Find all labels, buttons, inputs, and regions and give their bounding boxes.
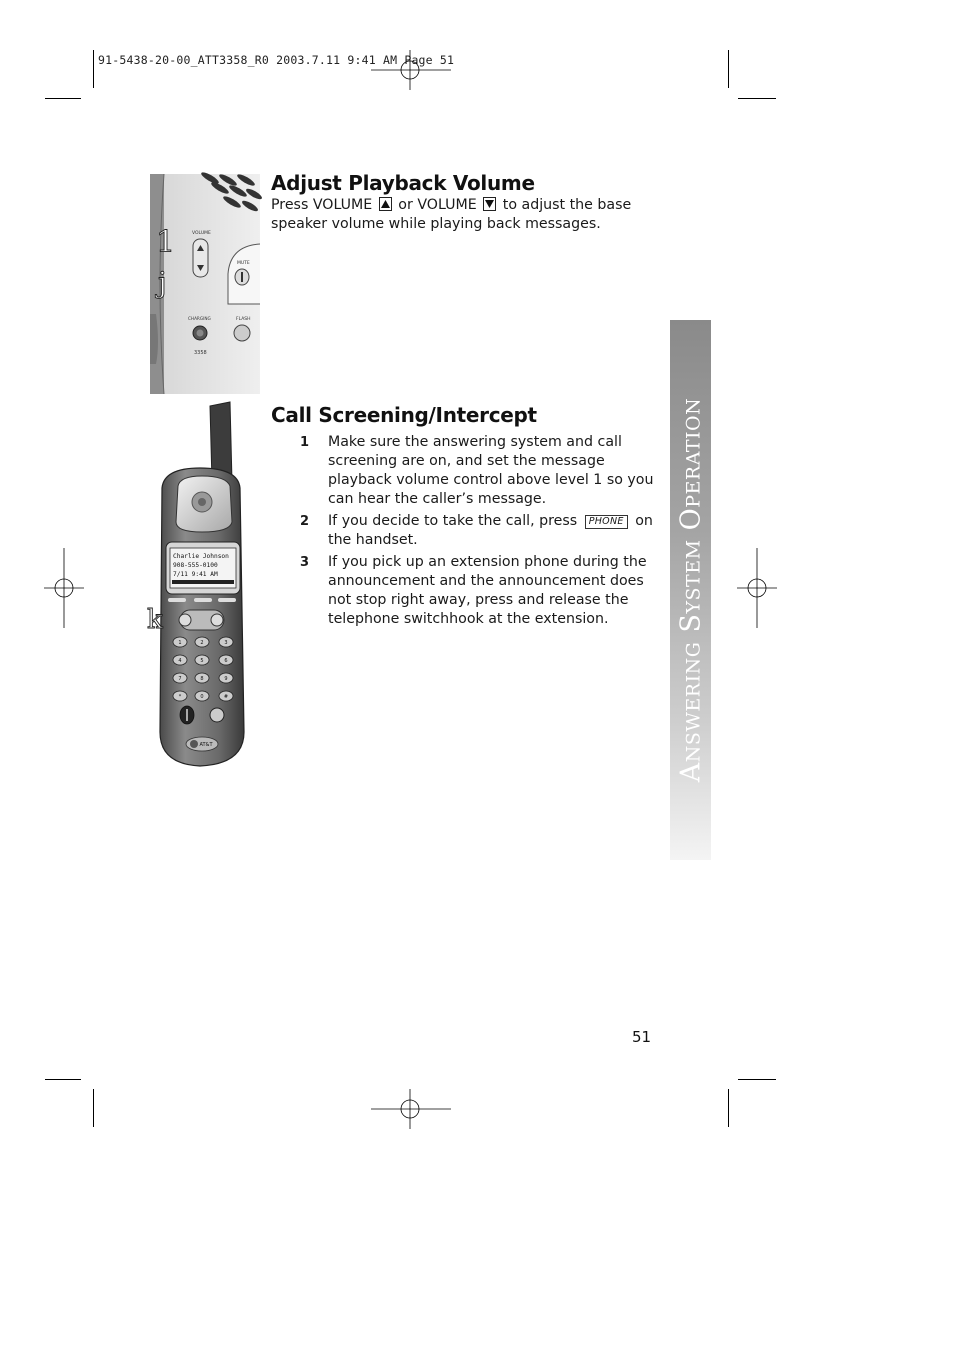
side-tab xyxy=(670,320,711,860)
display-line-3: 7/11 9:41 AM xyxy=(173,571,218,578)
registration-mark-bottom xyxy=(371,1089,451,1129)
step-text: If you pick up an extension phone during the announcement and the announcement does not stop right away, press and release the telephone switchhook at the extension. xyxy=(328,554,647,627)
step-text: Make sure the answering system and call screening are on, and set the message playback volume control above level 1 so you can hear the caller’s message. xyxy=(328,434,654,507)
crop-mark xyxy=(93,50,94,88)
display-line-2: 908-555-0100 xyxy=(173,562,218,569)
crop-mark xyxy=(45,98,81,99)
registration-mark-right xyxy=(737,548,777,628)
section-adjust-volume xyxy=(271,171,656,234)
volume-instructions xyxy=(271,196,656,234)
charging-label: CHARGING xyxy=(188,316,211,321)
up-arrow-icon xyxy=(381,200,390,208)
crop-mark xyxy=(738,1079,776,1080)
phone-key: PHONE xyxy=(585,515,628,529)
key-1: 1 xyxy=(178,640,182,646)
step-number: 3 xyxy=(300,555,310,570)
list-item xyxy=(271,433,656,509)
callout-j: j xyxy=(158,266,167,299)
base-unit-illustration xyxy=(150,174,260,394)
volume-text-2: or VOLUME xyxy=(398,197,477,213)
brand-logo: AT&T xyxy=(199,742,213,748)
handset-illustration xyxy=(147,402,250,768)
mute-label: MUTE xyxy=(237,261,250,266)
key-2: 2 xyxy=(200,640,204,646)
key-hash: # xyxy=(223,694,229,700)
key-7: 7 xyxy=(178,676,182,682)
key-star: * xyxy=(178,694,182,700)
screening-steps xyxy=(271,433,656,629)
volume-text-3: to adjust the base speaker volume while playing back messages. xyxy=(271,197,632,232)
page-number: 51 xyxy=(632,1028,652,1046)
list-item xyxy=(271,553,656,629)
crop-mark xyxy=(728,1089,729,1127)
step-number: 1 xyxy=(300,435,310,450)
heading-call-screening: Call Screening/Intercept xyxy=(271,403,537,427)
side-tab-title: Answering System Operation xyxy=(675,397,706,783)
registration-mark-left xyxy=(44,548,84,628)
crop-mark xyxy=(728,50,729,88)
section-call-screening xyxy=(271,403,656,632)
model-label: 3358 xyxy=(194,350,207,356)
crop-mark xyxy=(45,1079,81,1080)
key-9: 9 xyxy=(224,676,228,682)
registration-mark-top xyxy=(371,50,451,90)
crop-mark xyxy=(93,1089,94,1127)
key-5: 5 xyxy=(200,658,204,664)
callout-1: 1 xyxy=(156,225,176,260)
display-line-1: Charlie Johnson xyxy=(173,553,229,560)
step-number: 2 xyxy=(300,514,310,529)
step-text-before: If you decide to take the call, press xyxy=(328,513,578,529)
volume-label: VOLUME xyxy=(192,231,211,236)
key-4: 4 xyxy=(178,658,182,664)
heading-adjust-volume: Adjust Playback Volume xyxy=(271,171,535,195)
print-slug: 91-5438-20-00_ATT3358_R0 2003.7.11 9:41 AM Page 51 xyxy=(98,53,455,67)
volume-up-key xyxy=(379,197,392,211)
key-6: 6 xyxy=(224,658,228,664)
flash-label: FLASH xyxy=(236,317,251,322)
key-0: 0 xyxy=(200,694,204,700)
volume-text-1: Press VOLUME xyxy=(271,197,373,213)
list-item xyxy=(271,512,656,550)
volume-down-key xyxy=(483,197,496,211)
down-arrow-icon xyxy=(485,200,494,208)
key-8: 8 xyxy=(200,676,204,682)
key-3: 3 xyxy=(224,640,228,646)
step-text-after: on the handset. xyxy=(328,513,653,548)
crop-mark xyxy=(738,98,776,99)
callout-k: k xyxy=(147,605,163,635)
